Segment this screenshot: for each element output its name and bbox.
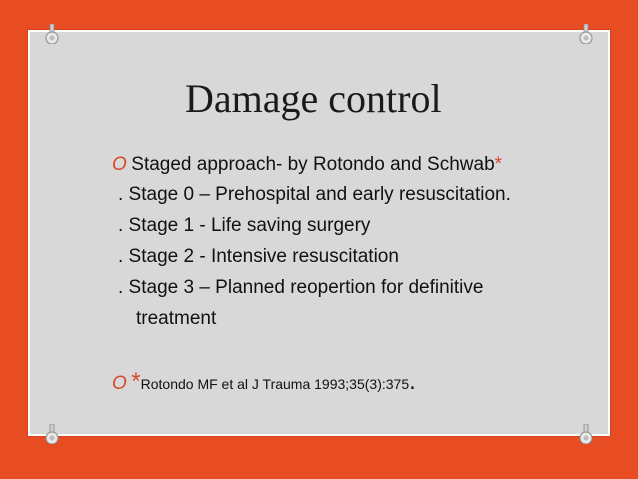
- asterisk-marker: *: [131, 368, 141, 395]
- citation-text: Rotondo MF et al J Trauma 1993;35(3):375: [140, 376, 410, 392]
- bullet-marker: O: [112, 154, 127, 175]
- pin-icon: [42, 24, 62, 44]
- asterisk-marker: *: [494, 154, 503, 175]
- stage-3-continuation: treatment: [136, 308, 217, 329]
- stage-2-line: . Stage 2 - Intensive resuscitation: [118, 246, 399, 267]
- stage-0-line: . Stage 0 – Prehospital and early resuscitation.: [118, 184, 511, 205]
- bullet-citation: [112, 368, 416, 396]
- stage-1-line: . Stage 1 - Life saving surgery: [118, 215, 371, 236]
- pin-icon: [42, 424, 62, 444]
- citation-period: .: [409, 368, 416, 395]
- pin-icon: [576, 424, 596, 444]
- bullet-staged-approach: [112, 154, 502, 176]
- bullet-text: Staged approach- by Rotondo and Schwab: [131, 154, 495, 175]
- stage-3-line: . Stage 3 – Planned reopertion for definitive: [118, 277, 484, 298]
- bullet-marker: O: [112, 373, 127, 394]
- slide-title: Damage control: [185, 76, 442, 121]
- pin-icon: [576, 24, 596, 44]
